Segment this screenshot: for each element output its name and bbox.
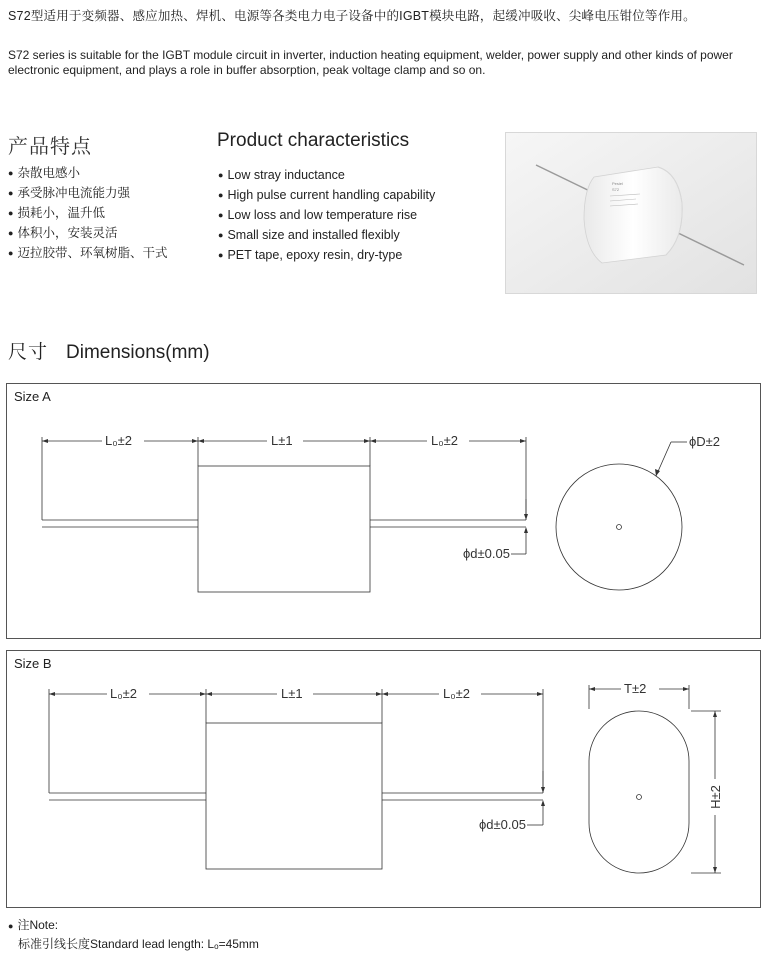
size-a-drawing [7,384,760,638]
size-a-diameter-dim: ϕD±2 [689,434,721,449]
dimensions-heading-cn: 尺寸 [8,342,49,363]
size-b-lead-dia-dim: ϕd±0.05 [479,817,526,832]
features-list-cn [8,164,167,264]
size-a-lead-dia-dim: ϕd±0.05 [463,546,510,561]
size-a-panel [6,383,761,639]
size-b-thickness-dim: T±2 [624,681,647,696]
note-text [8,935,259,956]
note-text-sub: o [214,942,219,951]
capacitor-image [506,133,756,293]
feature-item-en: ● Low loss and low temperature rise [218,206,435,226]
size-a-body-length-dim: L±1 [271,433,293,448]
note-title: ● 注Note: [8,916,259,935]
note-text-prefix: 标准引线长度Standard lead length: L [18,937,215,951]
feature-item-cn: ● 体积小，安装灵活 [8,224,167,244]
characteristics-heading-en: Product characteristics [217,130,410,151]
size-b-panel [6,650,761,908]
characteristics-heading-cn: 产品特点 [8,136,92,158]
photo-label-line: S72 [612,187,620,192]
note-text-suffix: =45mm [218,937,259,951]
intro-en: S72 series is suitable for the IGBT module circuit in inverter, induction heating equipment, welder, power supply and other kinds of power electronic equipment, and plays a role in buffer absorption, peak voltage clamp and so on. [8,48,733,77]
size-b-height-dim: H±2 [708,785,723,809]
photo-label-line: Pesiel [612,181,623,186]
dimensions-heading [8,337,210,364]
feature-item-cn: ● 迈拉胶带、环氧树脂、干式 [8,244,167,264]
size-a-lead-right-dim: L₀±2 [431,433,458,448]
product-photo [505,132,757,294]
size-b-drawing [7,651,760,907]
features-list-en [218,166,435,266]
note [8,916,259,956]
feature-item-cn: ● 承受脉冲电流能力强 [8,184,167,204]
size-b-lead-left-dim: L₀±2 [110,686,137,701]
intro-cn: S72型适用于变频器、感应加热、焊机、电源等各类电力电子设备中的IGBT模块电路，起缓冲吸收、尖峰电压钳位等作用。 [8,9,696,23]
feature-item-cn: ● 杂散电感小 [8,164,167,184]
size-b-body-length-dim: L±1 [281,686,303,701]
feature-item-en: ● High pulse current handling capability [218,186,435,206]
feature-item-en: ● PET tape, epoxy resin, dry-type [218,246,435,266]
feature-item-cn: ● 损耗小，温升低 [8,204,167,224]
size-b-label: Size B [14,656,52,671]
size-a-label: Size A [14,389,51,404]
feature-item-en: ● Small size and installed flexibly [218,226,435,246]
dimensions-heading-en: Dimensions(mm) [66,342,210,363]
size-a-lead-left-dim: L₀±2 [105,433,132,448]
size-b-lead-right-dim: L₀±2 [443,686,470,701]
feature-item-en: ● Low stray inductance [218,166,435,186]
